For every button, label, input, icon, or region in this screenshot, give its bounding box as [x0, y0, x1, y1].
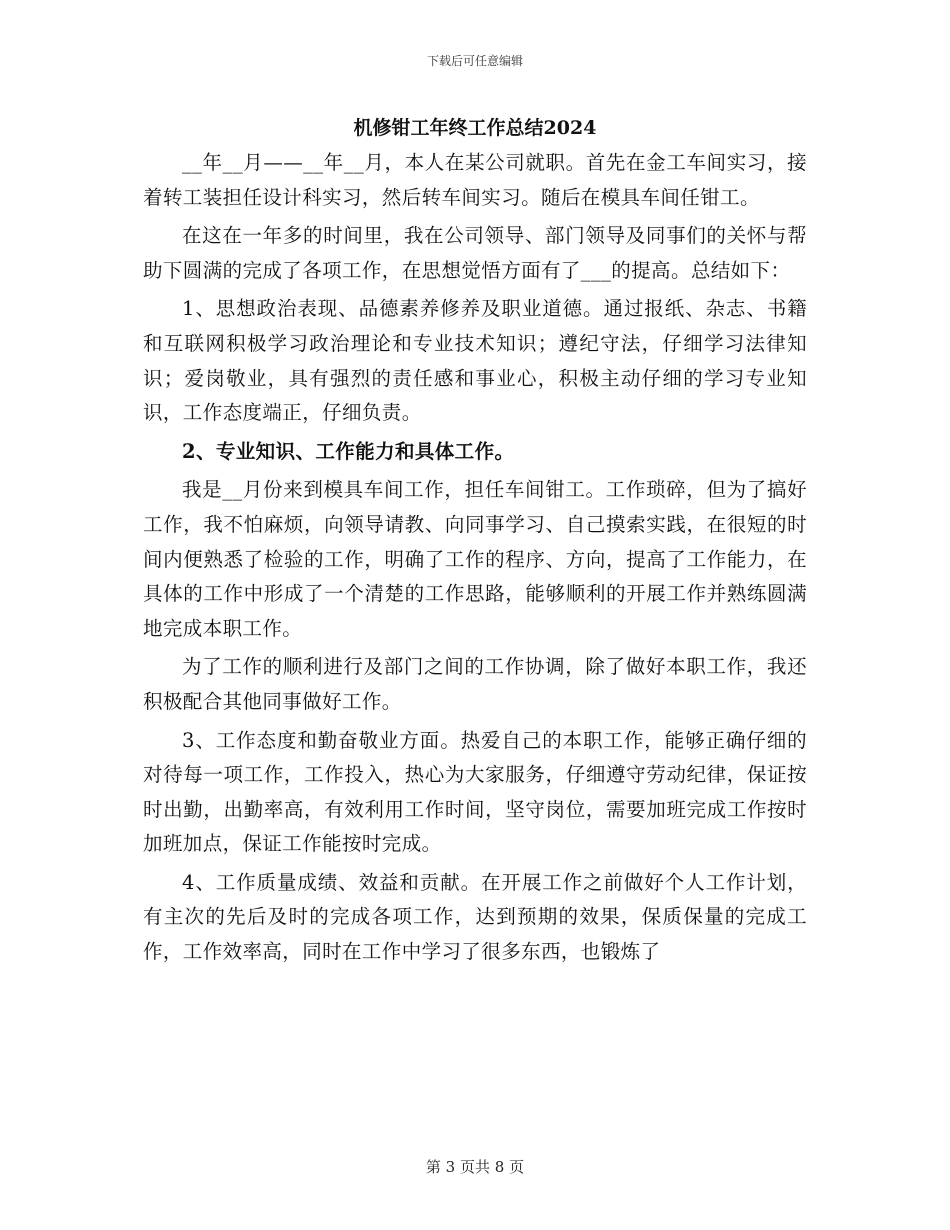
paragraph-intro: __年__月——__年__月，本人在某公司就职。首先在金工车间实习，接着转工装担任设计科实习，然后转车间实习。随后在模具车间任钳工。: [143, 151, 807, 209]
paragraph-section-2-extra: 为了工作的顺利进行及部门之间的工作协调，除了做好本职工作，我还积极配合其他同事做好工作。: [143, 655, 807, 713]
document-title: 机修钳工年终工作总结2024: [353, 117, 597, 139]
paragraph-section-1: 1、思想政治表现、品德素养修养及职业道德。通过报纸、杂志、书籍和互联网积极学习政治理论和专业技术知识；遵纪守法，仔细学习法律知识；爱岗敬业，具有强烈的责任感和事业心，积极主动仔细的学习专业知识，工作态度端正，仔细负责。: [143, 297, 807, 425]
document-body: [143, 110, 807, 974]
page-header-note: 下载后可任意编辑: [426, 54, 523, 68]
section-heading-2: 2、专业知识、工作能力和具体工作。: [182, 439, 515, 463]
paragraph-section-2-body: 我是__月份来到模具车间工作，担任车间钳工。工作琐碎，但为了搞好工作，我不怕麻烦，向领导请教、向同事学习、自己摸索实践，在很短的时间内便熟悉了检验的工作，明确了工作的程序、方向，提高了工作能力，在具体的工作中形成了一个清楚的工作思路，能够顺利的开展工作并熟练圆满地完成本职工作。: [143, 478, 807, 640]
paragraph-section-4: 4、工作质量成绩、效益和贡献。在开展工作之前做好个人工作计划，有主次的先后及时的完成各项工作，达到预期的效果，保质保量的完成工作，工作效率高，同时在工作中学习了很多东西，也锻炼了: [143, 870, 807, 964]
paragraph-summary-lead: 在这在一年多的时间里，我在公司领导、部门领导及同事们的关怀与帮助下圆满的完成了各项工作，在思想觉悟方面有了___的提高。总结如下：: [143, 224, 807, 282]
paragraph-section-3: 3、工作态度和勤奋敬业方面。热爱自己的本职工作，能够正确仔细的对待每一项工作，工作投入，热心为大家服务，仔细遵守劳动纪律，保证按时出勤，出勤率高，有效利用工作时间，坚守岗位，需要加班完成工作按时加班加点，保证工作能按时完成。: [143, 728, 807, 856]
page-number: 第 3 页共 8 页: [425, 1158, 525, 1176]
